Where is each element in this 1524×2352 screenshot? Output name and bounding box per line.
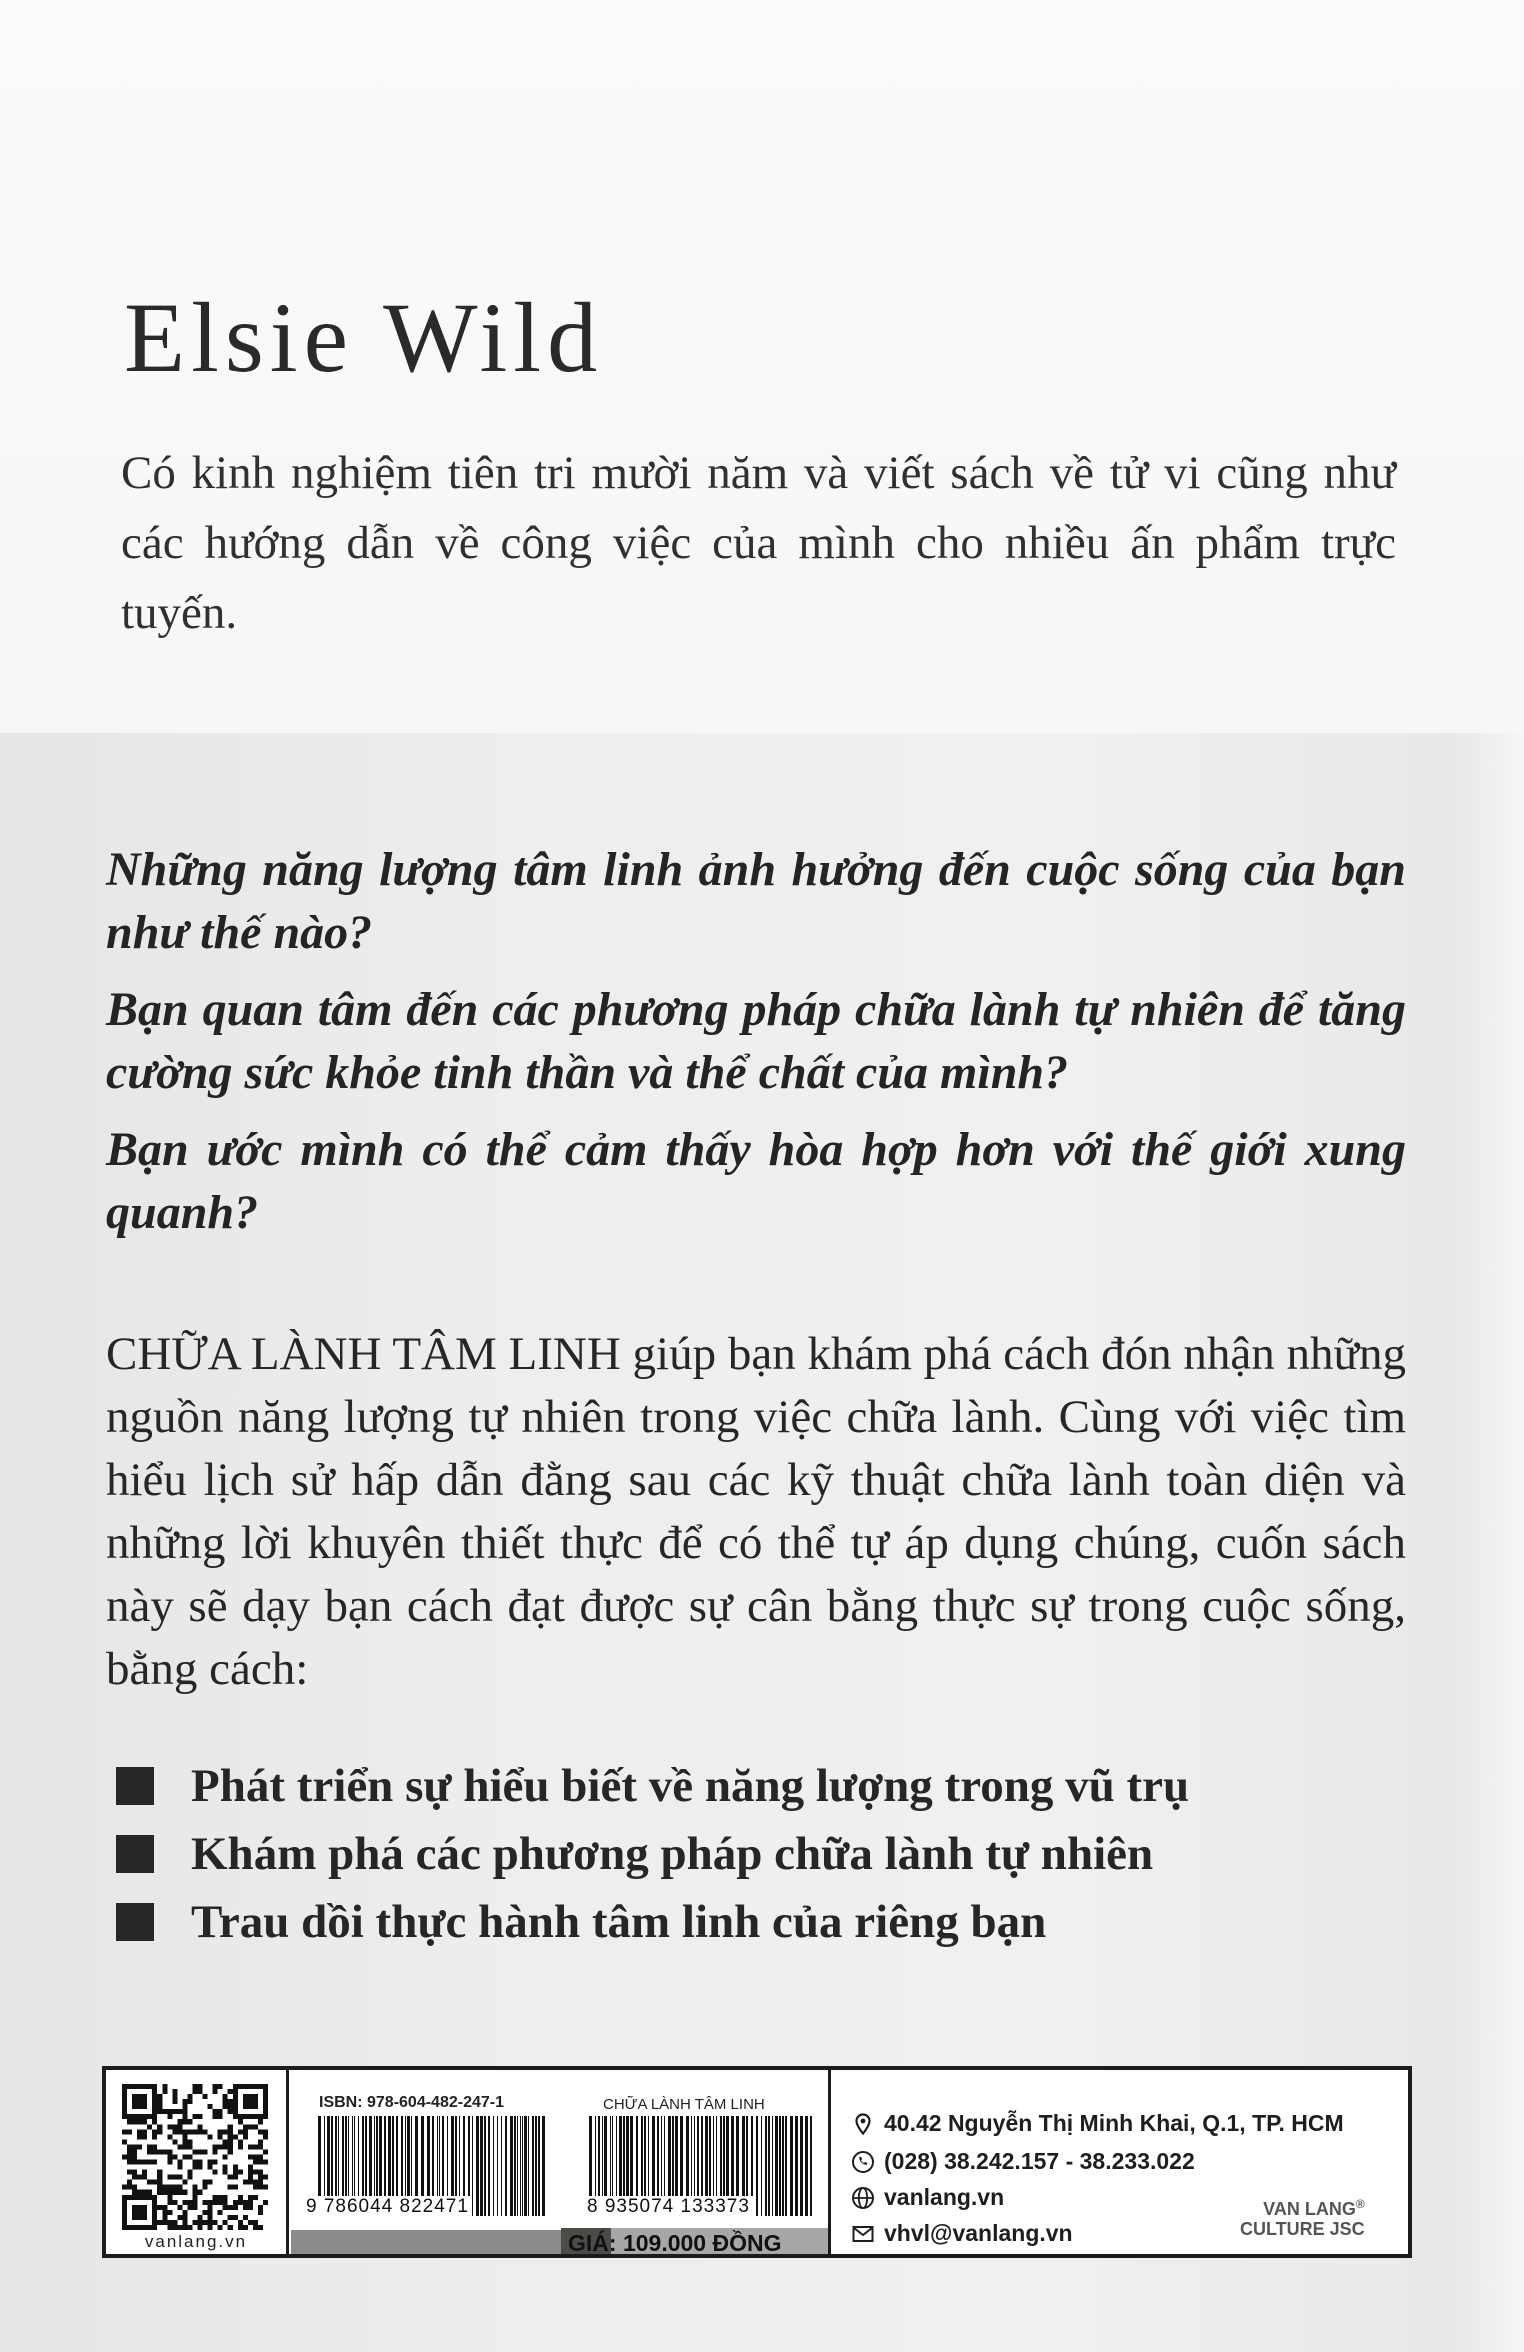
logo-line-2: CULTURE JSC [1240,2219,1365,2239]
bullet-square-icon [116,1835,154,1873]
price-label: GIÁ: 109.000 ĐỒNG [568,2230,782,2256]
book-title-label: CHỮA LÀNH TÂM LINH [603,2096,765,2113]
benefit-item [116,1820,1189,1888]
book-description: CHỮA LÀNH TÂM LINH giúp bạn khám phá cách đón nhận những nguồn năng lượng tự nhiên trong việc chữa lành. Cùng với việc tìm hiểu lịch sử hấp dẫn đằng sau các kỹ thuật chữa lành toàn diện và những lời khuyên thiết thực để có thể tự áp dụng chúng, cuốn sách này sẽ dạy bạn cách đạt được sự cân bằng thực sự trong cuộc sống, bằng cách: [106,1328,1406,1695]
bullet-square-icon [116,1767,154,1805]
website-row [851,2184,1004,2211]
question-2: Bạn quan tâm đến các phương pháp chữa lành tự nhiên để tăng cường sức khỏe tinh thần và thể chất của mình? [106,983,1406,1099]
phone-text: (028) 38.242.157 - 38.233.022 [884,2148,1195,2174]
bullet-square-icon [116,1903,154,1941]
strip-divider [828,2070,831,2254]
address-row [851,2110,1344,2137]
author-bio: Có kinh nghiệm tiên tri mười năm và viết sách về tử vi cũng như các hướng dẫn về công việc của mình cho nhiều ấn phẩm trực tuyến. [121,447,1396,639]
qr-code-panel [106,2070,289,2254]
website-text: vanlang.vn [884,2184,1005,2210]
email-text: vhvl@vanlang.vn [884,2220,1073,2246]
gray-band [291,2230,561,2254]
question-3: Bạn ước mình có thể cảm thấy hòa hợp hơn với thế giới xung quanh? [106,1123,1406,1239]
benefit-item [116,1888,1189,1956]
benefit-text: Phát triển sự hiểu biết về năng lượng trong vũ trụ [191,1760,1190,1812]
benefit-text: Khám phá các phương pháp chữa lành tự nhiên [191,1828,1154,1880]
barcode-strip [102,2066,1412,2258]
ean-digits: 8 935074 133373 [584,2196,753,2218]
benefit-list [116,1752,1189,1956]
publisher-logo [1240,2194,1365,2239]
logo-line-1: VAN LANG [1263,2199,1356,2219]
author-name: Elsie Wild [124,282,604,393]
benefit-text: Trau dồi thực hành tâm linh của riêng bạn [191,1896,1047,1948]
isbn-digits: 9 786044 822471 [303,2196,472,2218]
registered-mark: ® [1355,2197,1365,2211]
location-pin-icon [851,2112,875,2136]
qr-code-icon [122,2084,268,2230]
phone-row [851,2148,1195,2175]
globe-icon [851,2186,875,2210]
benefit-item [116,1752,1189,1820]
address-text: 40.42 Nguyễn Thị Minh Khai, Q.1, TP. HCM [884,2110,1344,2136]
email-row [851,2220,1073,2247]
question-list [106,838,1406,1258]
isbn-label: ISBN: 978-604-482-247-1 [319,2094,504,2111]
mail-icon [851,2222,875,2246]
qr-url: vanlang.vn [144,2232,248,2251]
phone-icon [851,2150,875,2174]
question-1: Những năng lượng tâm linh ảnh hưởng đến cuộc sống của bạn như thế nào? [106,843,1406,959]
